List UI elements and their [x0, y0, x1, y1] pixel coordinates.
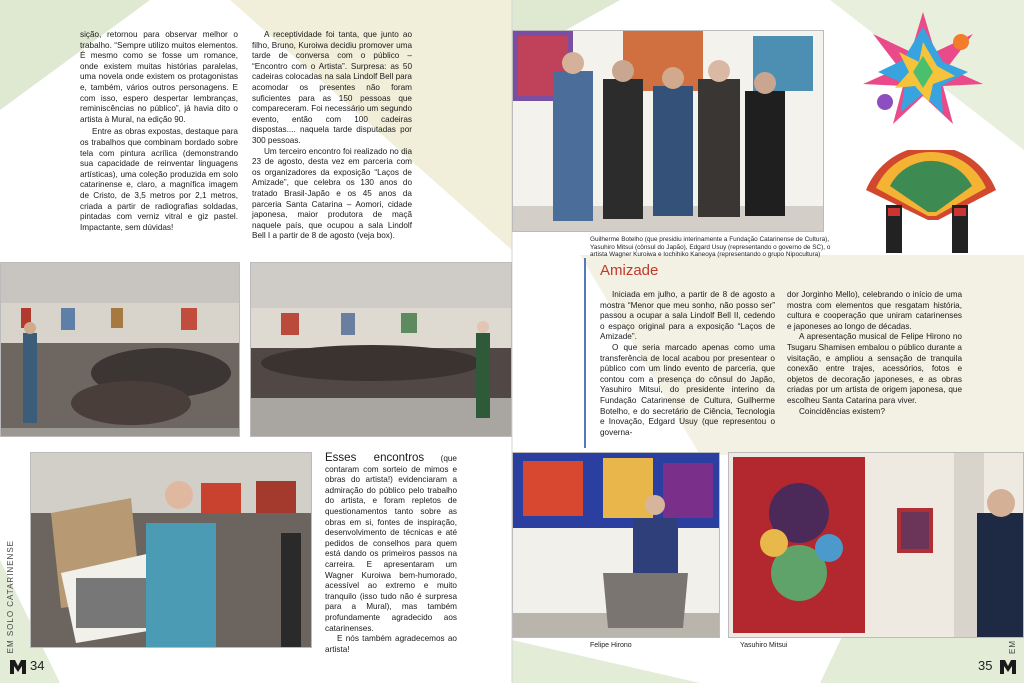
caption-felipe-hirono: Felipe Hirono: [590, 642, 632, 649]
left-col3: [325, 452, 457, 655]
left-col2-p1: A receptividade foi tanta, que junto ao filho, Bruno, Kuroiwa decidiu promover uma tarde de conversa com o público – “Encontro com o Artista”. Surpresa: as 50 cadeiras colocadas na sala Lindolf Bell para acomodar os presentes não foram suficientes para as 150 pessoas que compareceram. Foi necessário um segundo evento, então com 100 cadeiras dispostas.... naquela tarde disputadas por 300 pessoas.: [252, 30, 412, 145]
left-col2-p2: Um terceiro encontro foi realizado no dia 23 de agosto, desta vez em parceria com os organizadores da exposição “Laços de Amizade”, que celebra os 130 anos do tratado Brasil-Japão e os 45 anos da parceria Santa Catarina – Aomori, cidade japonesa, maior produtora de maçã naquele país, que ocupou a sala Lindolf Bell I a partir de 8 de agosto (veja box).: [252, 146, 412, 241]
left-page-number: 34: [30, 658, 45, 673]
left-col3-p1: [325, 452, 457, 634]
photo-audience-talk-1: [0, 262, 240, 437]
left-col3-p2: E nós também agradecemos ao artista!: [325, 634, 457, 654]
left-col3-p1-rest: (que contaram com sorteio de mimos e obras do artista!) evidenciaram a admiração do público pelo trabalho do artista, e foram repletos de questionamentos tanto sobre as obras em si, fontes de inspiração, desenvolvimento de técnicas e até pedidos de conselhos para quem está dando os primeiros passos na carreira. E apresentaram um Wagner Kuroiwa bem-humorado, acessível ao extremo e muito tranquilo (isso tudo não é surpresa para a Mural), mas também profundamente agradecido aos catarinenses.: [325, 454, 457, 633]
japanese-fan-art: [856, 150, 1004, 258]
photo-audience-talk-1-art: [1, 263, 240, 437]
caption-yasuhiro-mitsui: Yasuhiro Mitsui: [740, 642, 788, 649]
photo-group-five-men: [512, 30, 824, 232]
origami-star-art: [858, 8, 988, 136]
left-side-label: EM SOLO CATARINENSE: [6, 540, 15, 654]
right-col2-p2: A apresentação musical de Felipe Hirono no Tsugaru Shamisen embalou o público durante a visitação, e ampliou a sensação de tranquila conexão entre trajes, acessórios, fotos e objetos de decoração japoneses, e as obras criadas por um artista de origem japonesa, que escolheu Santa Catarina para viver.: [787, 332, 962, 405]
amizade-divider: [584, 258, 586, 448]
right-col2-p1: dor Jorginho Mello), celebrando o início de uma mostra com elementos que resgatam história, cultura e cooperação que uniram catarinenses e japoneses ao longo de décadas.: [787, 290, 962, 331]
photo-audience-talk-2: [250, 262, 512, 437]
group-photo-caption: Guilherme Botelho (que presidiu interinamente a Fundação Catarinense de Cultura), Yasuhiro Mitsui (cônsul do Japão), Edgard Usuy (representando o governo de SC), o artista Wagner Kuroiwa e Iochihiko Kaneoya (representando o grupo Nipocultura): [590, 236, 831, 259]
right-col2: [787, 290, 962, 417]
magazine-logo-icon: [10, 660, 26, 674]
right-col1: [600, 290, 775, 438]
right-page-number: 35: [978, 658, 993, 673]
left-col1: [80, 30, 238, 233]
photo-yasuhiro-mitsui-art: [729, 453, 1024, 638]
magazine-logo-right-icon: [1000, 660, 1016, 674]
left-col1-p1: sição, retornou para observar melhor o trabalho. “Sempre utilizo muitos elementos. É mesmo como se fosse um romance, onde existem muitas histórias paralelas, uma novela onde existem os protagonistas e, também, vários outros personagens. E com isso, espero despertar lembranças, reminiscências no público”, já havia dito o artista à Mural, na edição 90.: [80, 30, 238, 124]
left-col2: [252, 30, 412, 242]
right-col1-p2: O que seria marcado apenas como uma transferência de local acabou por presentear o público com um lindo evento de parceria, que contou com a presença do cônsul do Japão, Yasuhiro Mitsui, do presidente interino da Fundação Catarinense de Cultura, Guilherme Botelho, e do secretário de Ciência, Tecnologia e Inovação, Edgard Usuy (que representou o governa-: [600, 342, 775, 437]
left-col1-p2: Entre as obras expostas, destaque para os trabalhos que combinam bordado sobre tela com pintura acrílica (demonstrando sua capacidade de reinventar linguagens artísticas), uma coleção produzida em solo catarinense e, claro, a magnífica imagem de Cristo, de 3,5 metros por 2,1 metros, criada a partir de radiografias soldadas, pintadas com verniz vitral e giz pastel. Impactante, sem dúvidas!: [80, 127, 238, 232]
photo-artist-holding-work: [30, 452, 312, 648]
amizade-heading: Amizade: [600, 262, 659, 279]
left-col3-lead: Esses encontros: [325, 452, 425, 464]
right-col2-p3: Coincidências existem?: [799, 406, 886, 416]
photo-group-five-men-art: [513, 31, 824, 232]
photo-yasuhiro-mitsui: [728, 452, 1024, 638]
photo-felipe-hirono: [512, 452, 720, 638]
photo-artist-holding-work-art: [31, 453, 312, 648]
photo-audience-talk-2-art: [251, 263, 512, 437]
right-col1-p1: Iniciada em julho, a partir de 8 de agosto a mostra “Menor que meu sonho, não posso ser” passou a ocupar a sala Lindolf Bell II, cedendo o espaço original para a exposição “Laços de Amizade”.: [600, 290, 775, 342]
right-side-label: EM: [1008, 640, 1017, 654]
photo-felipe-hirono-art: [513, 453, 720, 638]
